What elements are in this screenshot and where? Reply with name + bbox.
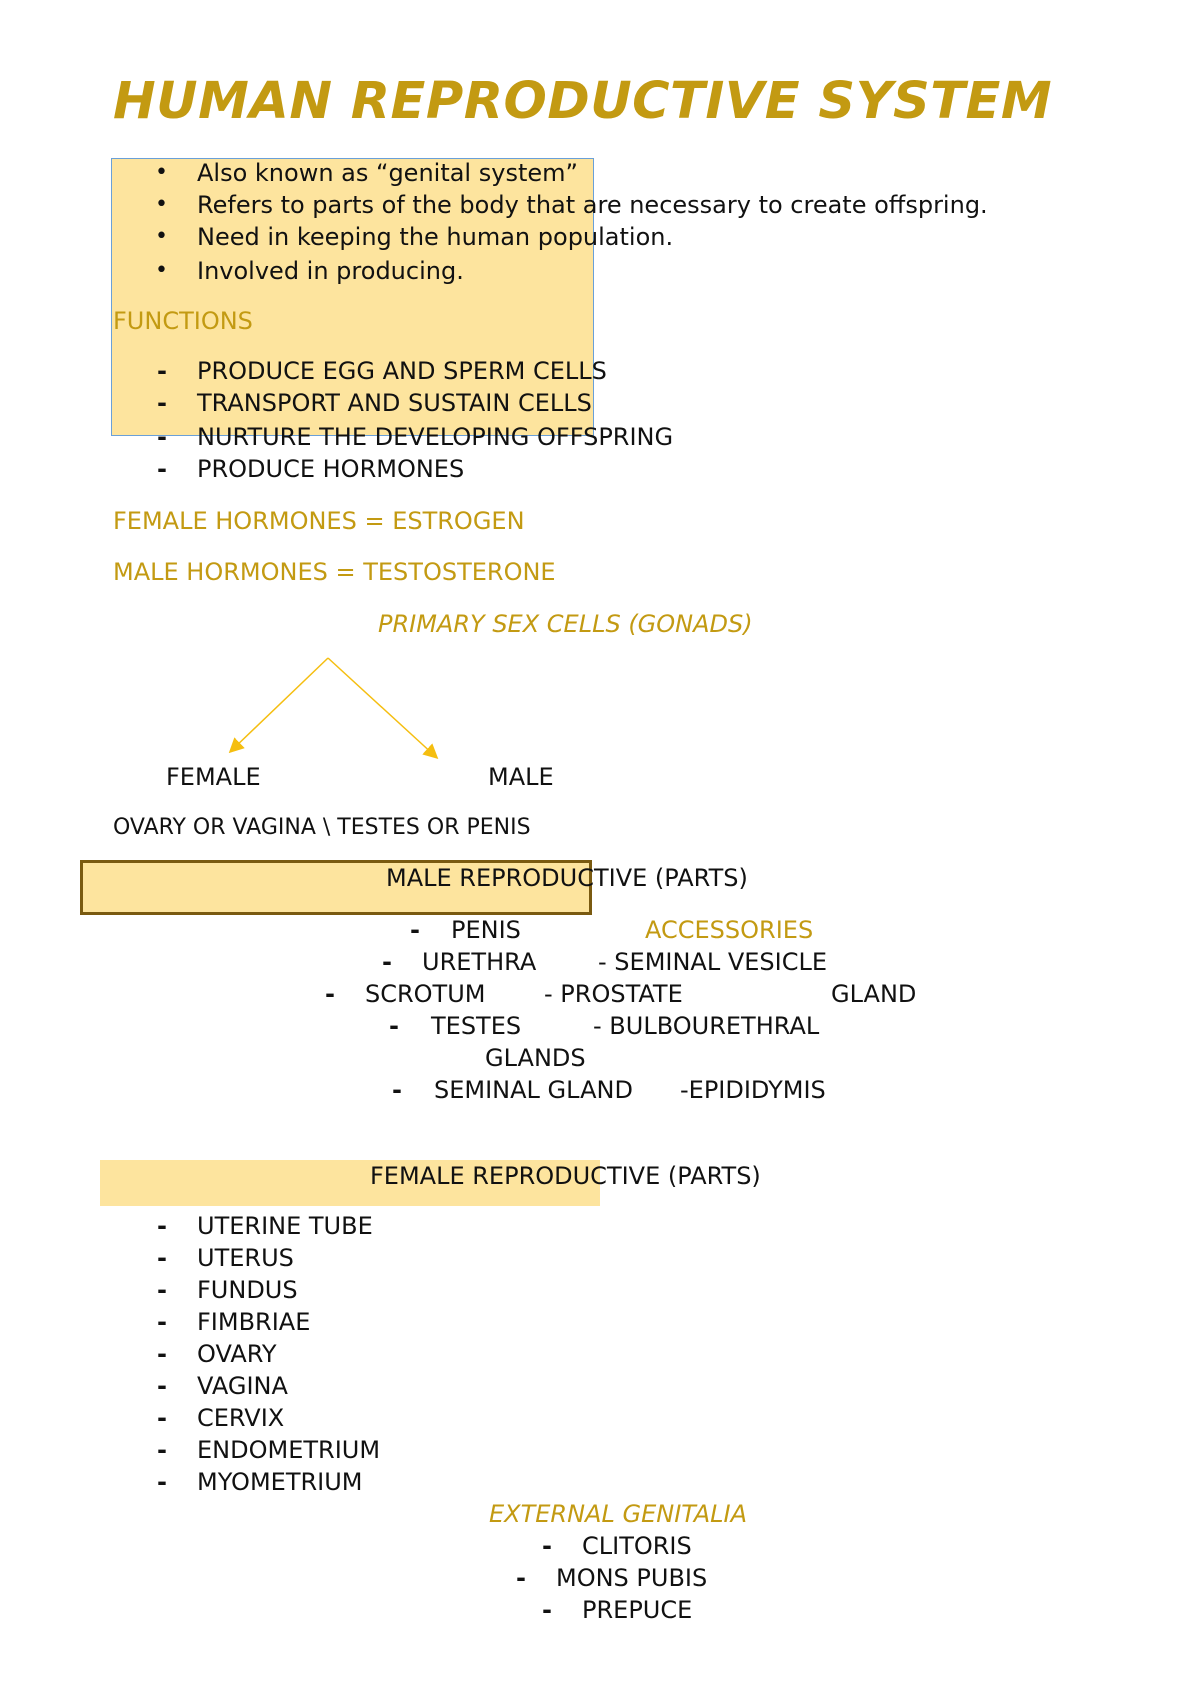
female-part: - FUNDUS [197, 1274, 298, 1306]
function-item: - NURTURE THE DEVELOPING OFFSPRING [197, 421, 673, 453]
arrow-right [328, 658, 435, 756]
external-part: - MONS PUBIS [556, 1562, 707, 1594]
male-dash: - [410, 916, 420, 944]
female-hormones: FEMALE HORMONES = ESTROGEN [113, 507, 525, 535]
female-part: - UTERINE TUBE [197, 1210, 373, 1242]
male-part: URETHRA [422, 948, 537, 976]
branch-male: MALE [488, 763, 554, 791]
female-part: - VAGINA [197, 1370, 288, 1402]
male-accessory: - BULBOURETHRAL [593, 1012, 820, 1040]
male-dash: - [325, 980, 335, 1008]
external-genitalia-heading: EXTERNAL GENITALIA [489, 1500, 748, 1528]
function-item: - PRODUCE EGG AND SPERM CELLS [197, 355, 607, 387]
intro-bullet: • Also known as “genital system” [197, 157, 578, 189]
female-parts-heading: FEMALE REPRODUCTIVE (PARTS) [370, 1162, 761, 1190]
function-item: - PRODUCE HORMONES [197, 453, 464, 485]
intro-bullet: • Refers to parts of the body that are necessary to create offspring. [197, 189, 988, 221]
male-hormones: MALE HORMONES = TESTOSTERONE [113, 558, 556, 586]
functions-heading: FUNCTIONS [113, 307, 253, 335]
male-accessory-wrap: GLANDS [485, 1044, 586, 1072]
external-part: - PREPUCE [582, 1594, 692, 1626]
female-part: - ENDOMETRIUM [197, 1434, 380, 1466]
accessories-heading: ACCESSORIES [645, 916, 814, 944]
female-part: - MYOMETRIUM [197, 1466, 363, 1498]
external-part: - CLITORIS [582, 1530, 692, 1562]
male-accessory: -EPIDIDYMIS [680, 1076, 826, 1104]
male-dash: - [392, 1076, 402, 1104]
male-accessory: - PROSTATE [544, 980, 683, 1008]
gonads-line: OVARY OR VAGINA \ TESTES OR PENIS [113, 815, 531, 840]
male-parts-heading: MALE REPRODUCTIVE (PARTS) [386, 864, 748, 892]
branch-arrows [220, 650, 460, 760]
primary-sex-cells-heading: PRIMARY SEX CELLS (GONADS) [378, 610, 753, 638]
male-part: PENIS [451, 916, 521, 944]
intro-bullet: • Involved in producing. [197, 255, 464, 287]
intro-bullet: • Need in keeping the human population. [197, 221, 673, 253]
branch-female: FEMALE [166, 763, 261, 791]
page-title: HUMAN REPRODUCTIVE SYSTEM [113, 72, 1053, 131]
male-dash: - [382, 948, 392, 976]
male-part: SCROTUM [365, 980, 486, 1008]
function-item: - TRANSPORT AND SUSTAIN CELLS [197, 387, 592, 419]
male-dash: - [389, 1012, 399, 1040]
male-accessory: - SEMINAL VESICLE [598, 948, 828, 976]
male-accessory-extra: GLAND [831, 980, 917, 1008]
male-part: SEMINAL GLAND [434, 1076, 633, 1104]
female-part: - FIMBRIAE [197, 1306, 310, 1338]
female-part: - OVARY [197, 1338, 277, 1370]
female-part: - UTERUS [197, 1242, 294, 1274]
arrow-left [232, 658, 328, 750]
female-part: - CERVIX [197, 1402, 284, 1434]
male-part: TESTES [431, 1012, 522, 1040]
